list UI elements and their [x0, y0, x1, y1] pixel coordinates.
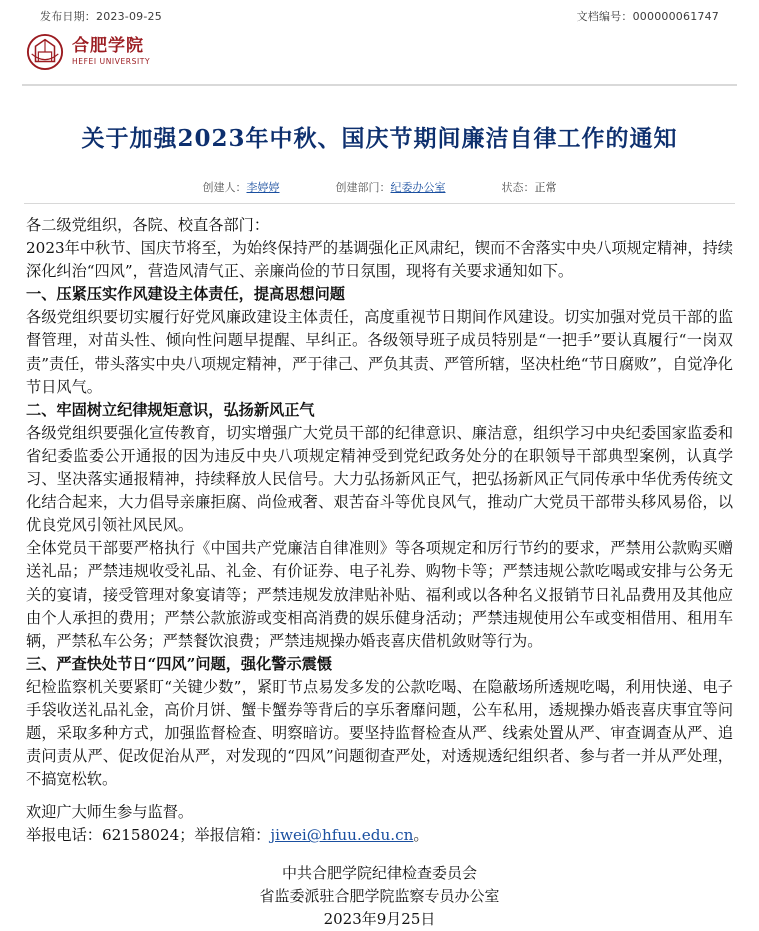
university-name-en: HEFEI UNIVERSITY — [72, 56, 151, 66]
university-emblem-icon — [26, 33, 64, 71]
body-paragraph: 各二级党组织，各院、校直各部门： — [26, 216, 269, 234]
paragraph-spacer — [26, 791, 733, 801]
creator-label: 创建人： — [202, 181, 247, 194]
department-label: 创建部门： — [335, 181, 391, 194]
body-section-heading: 二、牢固树立纪律规矩意识，弘扬新风正气 — [26, 400, 315, 419]
university-name-block — [72, 38, 150, 66]
document-footer — [18, 848, 741, 931]
header-divider — [22, 84, 737, 86]
submeta-divider — [24, 203, 735, 204]
status-badge: 正常 — [534, 181, 557, 194]
document-body — [18, 214, 741, 848]
document-header — [18, 24, 741, 82]
body-paragraph: 纪检监察机关要紧盯“关键少数”，紧盯节点易发多发的公款吃喝、在隐蔽场所透规吃喝，利用快递、电子手袋收送礼品礼金，高价月饼、蟹卡蟹券等背后的享乐奢靡问题，公车私用，透规操办婚丧喜庆事宜等问题，采取多种方式，加强监督检查、明察暗访。要坚持监督检查从严、线索处置从严、审查调查从严、追责问责从严、促改促治从严，对发现的“四风”问题彻查严处，对透规透纪组织者、参与者一并从严处理，不搞宽松软。 — [26, 677, 733, 789]
page-title: 关于加强2023年中秋、国庆节期间廉洁自律工作的通知 — [81, 125, 678, 152]
issue-date: 发布日期：2023-09-25 — [40, 10, 162, 23]
status-field — [502, 179, 557, 195]
body-paragraph: 欢迎广大师生参与监督。 — [26, 803, 194, 822]
document-meta-row — [18, 0, 741, 24]
creator-value[interactable]: 李婷婷 — [246, 181, 280, 194]
contact-text-after: 。 — [413, 826, 429, 845]
status-label: 状态： — [501, 181, 535, 194]
body-section-heading: 三、严查快处节日“四风”问题，强化警示震慑 — [26, 654, 333, 673]
university-logo — [26, 33, 150, 71]
contact-line — [26, 824, 733, 847]
body-section-heading: 一、压紧压实作风建设主体责任，提高思想问题 — [26, 285, 345, 304]
report-email-link[interactable]: jiwei@hfuu.edu.cn — [270, 826, 414, 845]
document-submeta — [18, 179, 741, 201]
body-paragraph: 2023年中秋节、国庆节将至，为始终保持严的基调强化正风肃纪，锲而不舍落实中央八项规定精神，持续深化纠治“四风”，营造风清气正、亲廉尚俭的节日氛围，现将有关要求通知如下。 — [26, 239, 733, 281]
body-paragraph: 各级党组织要强化宣传教育，切实增强广大党员干部的纪律意识、廉洁意，组织学习中央纪委国家监委和省纪委监委公开通报的因为违反中央八项规定精神受到党纪政务处分的在职领导干部典型案例，认真学习、坚决落实通报精神，持续释放人民信号。大力弘扬新风正气，把弘扬新风正气同传承中华优秀传统文化结合起来，大力倡导亲廉拒腐、尚俭戒奢、艰苦奋斗等优良风气，推动广大党员干部带头移风易俗，以优良党风引领社风民风。 — [26, 423, 733, 535]
contact-text-before: 举报电话：62158024；举报信箱： — [26, 826, 271, 845]
footer-date: 2023年9月25日 — [323, 910, 436, 929]
department-value[interactable]: 纪委办公室 — [390, 181, 446, 194]
footer-issuer-2: 省监委派驻合肥学院监察专员办公室 — [259, 886, 500, 905]
university-name-cn: 合肥学院 — [72, 36, 144, 57]
body-paragraph: 各级党组织要切实履行好党风廉政建设主体责任，高度重视节日期间作风建设。切实加强对党员干部的监督管理，对苗头性、倾向性问题早提醒、早纠正。各级领导班子成员特别是“一把手”要认真履行“一岗双责”责任，带头落实中央八项规定精神，严于律己、严负其责、严管所辖，坚决杜绝“节日腐败”，自觉净化节日风气。 — [26, 308, 733, 396]
footer-issuer-1: 中共合肥学院纪律检查委员会 — [281, 863, 477, 882]
document-number: 文档编号：000000061747 — [576, 10, 719, 23]
creator-field — [203, 179, 280, 195]
body-paragraph: 全体党员干部要严格执行《中国共产党廉洁自律准则》等各项规定和厉行节约的要求，严禁用公款购买赠送礼品；严禁违规收受礼品、礼金、有价证券、电子礼券、购物卡等；严禁违规公款吃喝或安排与公务无关的宴请，接受管理对象宴请等；严禁违规发放津贴补贴、福利或以各种名义报销节日礼品费用及其他应由个人承担的费用；严禁公款旅游或变相高消费的娱乐健身活动；严禁违规使用公车或变相借用、租用车辆，严禁私车公务；严禁餐饮浪费；严禁违规操办婚丧喜庆借机敛财等行为。 — [26, 539, 733, 650]
department-field — [336, 179, 446, 195]
